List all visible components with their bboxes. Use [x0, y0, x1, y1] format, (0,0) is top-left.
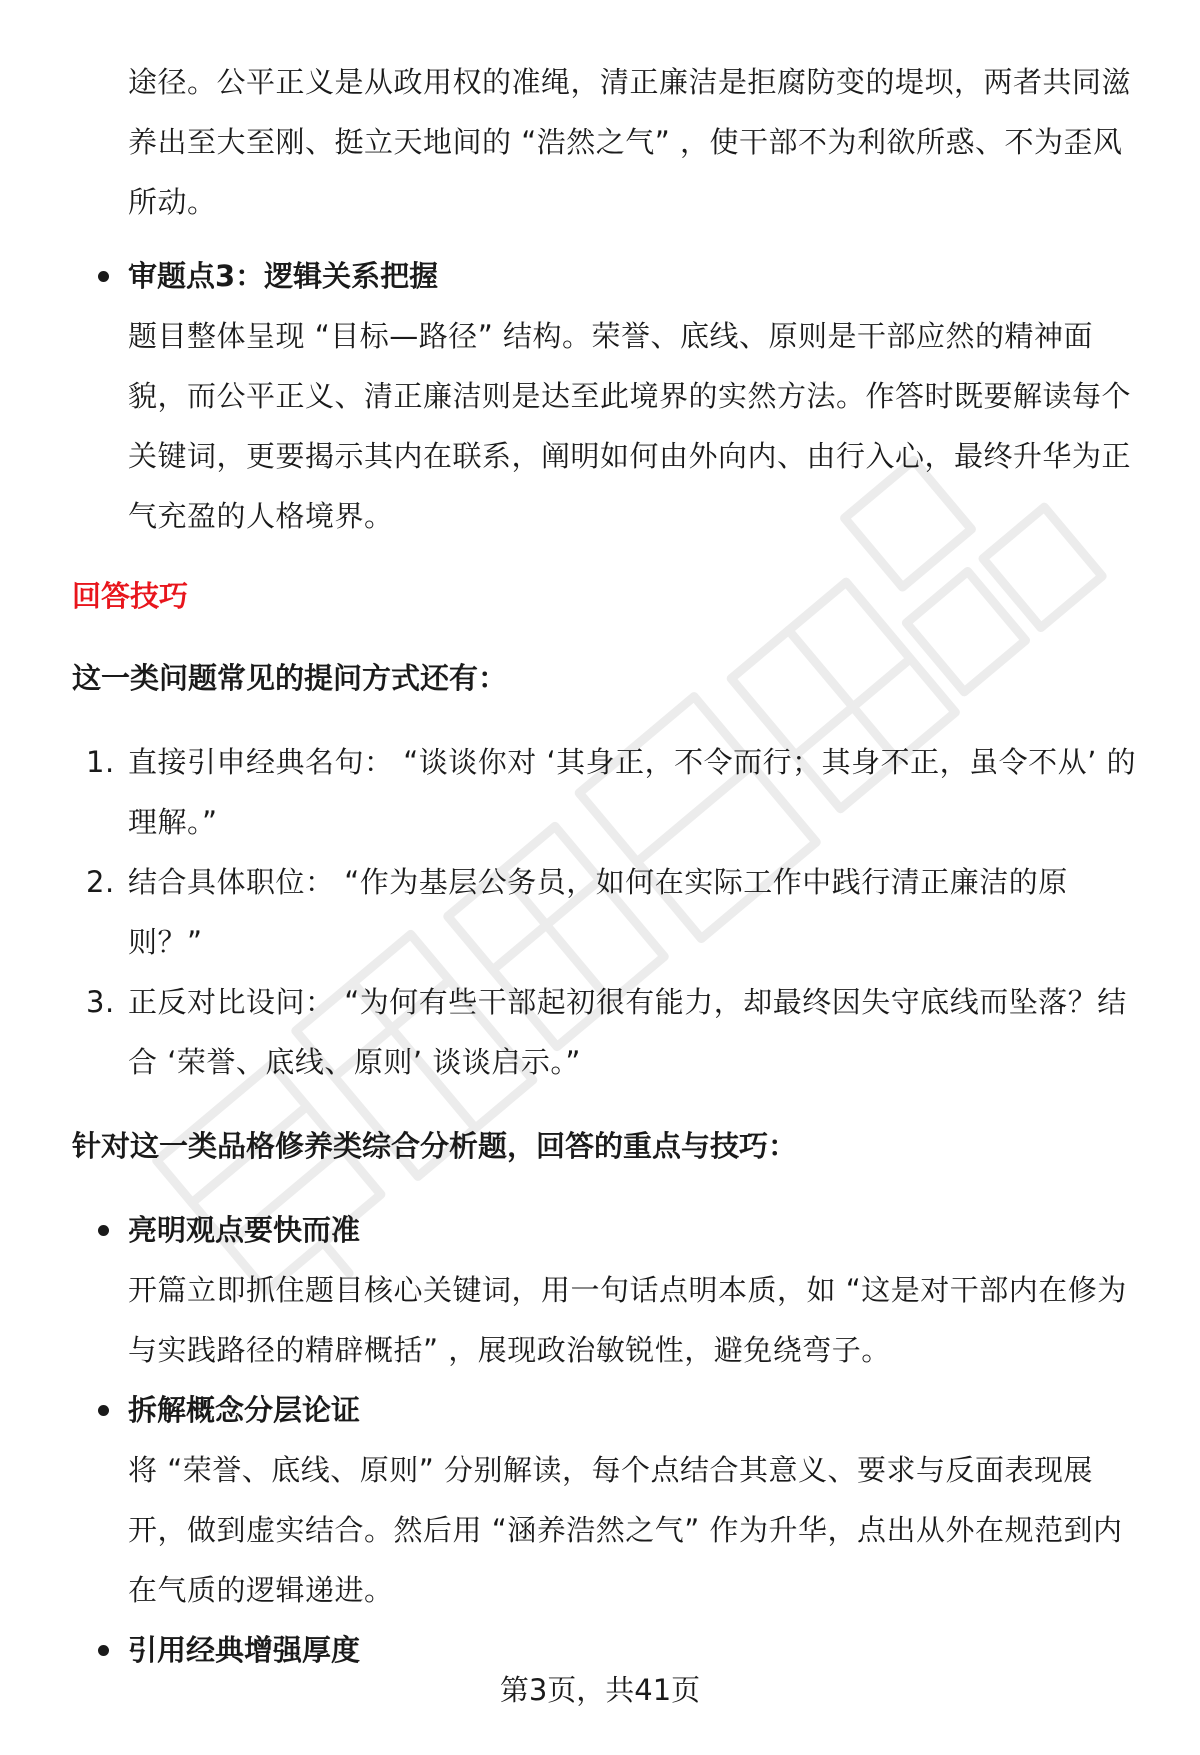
bullet-dot-icon	[98, 1225, 109, 1236]
bullet-point-3	[72, 246, 1142, 546]
list-item	[72, 972, 1142, 1092]
list-number: 1.	[86, 745, 115, 779]
list-item	[72, 852, 1142, 972]
tip-item	[72, 1380, 1142, 1620]
list-item-text: 正反对比设问： “为何有些干部起初很有能力，却最终因失守底线而坠落？结合 ‘荣誉、底线、原则’ 谈谈启示。”	[128, 985, 1127, 1079]
section-title: 回答技巧	[72, 579, 189, 613]
list-item-text: 结合具体职位： “作为基层公务员，如何在实际工作中践行清正廉洁的原则？”	[128, 865, 1068, 959]
tip-title: 引用经典增强厚度	[128, 1633, 361, 1667]
bullet-dot-icon	[98, 1405, 109, 1416]
tip-text: 将 “荣誉、底线、原则” 分别解读，每个点结合其意义、要求与反面表现展开，做到虚实结合。然后用 “涵养浩然之气” 作为升华，点出从外在规范到内在气质的逻辑递进。	[128, 1453, 1123, 1607]
tips-list	[72, 1200, 1142, 1680]
bullet-dot-icon	[98, 271, 109, 282]
question-intro: 这一类问题常见的提问方式还有：	[72, 661, 508, 695]
tip-text: 开篇立即抓住题目核心关键词，用一句话点明本质，如 “这是对干部内在修为与实践路径的精辟概括” ，展现政治敏锐性，避免绕弯子。	[128, 1273, 1127, 1367]
bullet-text: 题目整体呈现 “目标—路径” 结构。荣誉、底线、原则是干部应然的精神面貌，而公平正义、清正廉洁则是达至此境界的实然方法。作答时既要解读每个关键词，更要揭示其内在联系，阐明如何由外向内、由行入心，最终升华为正气充盈的人格境界。	[128, 319, 1132, 533]
bullet-dot-icon	[98, 1645, 109, 1656]
list-number: 3.	[86, 985, 115, 1019]
page-footer: 第3页，共41页	[499, 1673, 701, 1707]
tip-item	[72, 1200, 1142, 1380]
bullet-title: 审题点3：逻辑关系把握	[128, 259, 439, 293]
tip-title: 拆解概念分层论证	[128, 1393, 361, 1427]
paragraph-intro: 途径。公平正义是从政用权的准绳，清正廉洁是拒腐防变的堤坝，两者共同滋养出至大至刚、挺立天地间的 “浩然之气” ，使干部不为利欲所惑、不为歪风所动。	[128, 65, 1132, 219]
tip-title: 亮明观点要快而准	[128, 1213, 361, 1247]
content-area	[72, 52, 1142, 1680]
list-item	[72, 732, 1142, 852]
list-item-text: 直接引申经典名句： “谈谈你对 ‘其身正，不令而行；其身不正，虽令不从’ 的理解。”	[128, 745, 1137, 839]
tips-intro: 针对这一类品格修养类综合分析题，回答的重点与技巧：	[72, 1129, 798, 1163]
question-list	[72, 732, 1142, 1092]
list-number: 2.	[86, 865, 115, 899]
